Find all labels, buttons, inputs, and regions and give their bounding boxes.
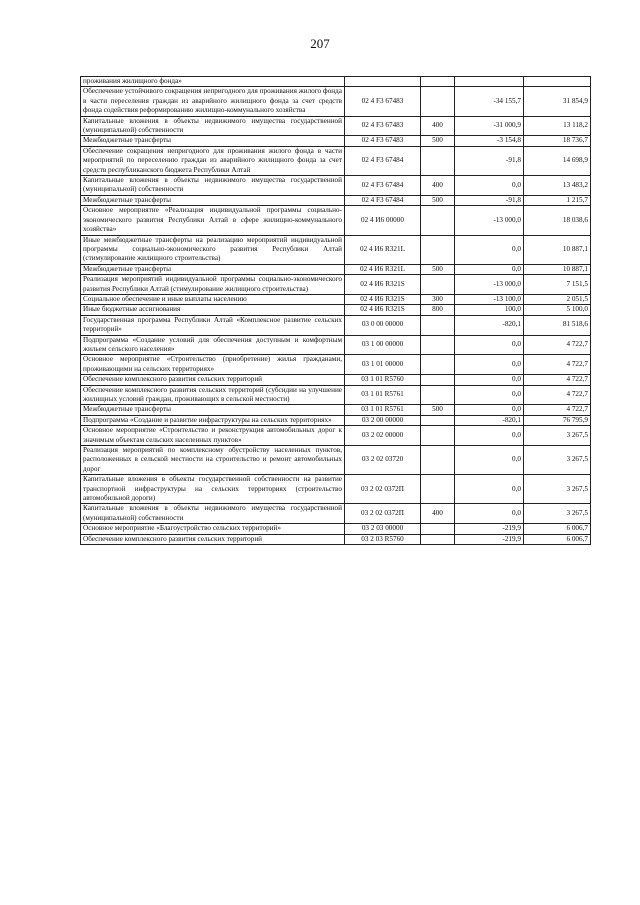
table-row xyxy=(81,385,591,405)
row-total-amount: 4 722,7 xyxy=(524,385,591,405)
table-row xyxy=(81,305,591,315)
row-change-amount: 0,0 xyxy=(455,385,524,405)
table-row xyxy=(81,415,591,425)
row-expense-type xyxy=(421,524,455,534)
table-row xyxy=(81,264,591,274)
row-expense-type xyxy=(421,375,455,385)
row-name: Капитальные вложения в объекты недвижимого имущества государственной (муниципальной) собственности xyxy=(81,176,345,196)
table-row xyxy=(81,77,591,87)
row-code: 02 4 F3 67484 xyxy=(345,195,421,205)
row-code: 03 2 03 R5760 xyxy=(345,534,421,544)
row-expense-type xyxy=(421,275,455,295)
table-row xyxy=(81,136,591,146)
row-change-amount: -13 000,0 xyxy=(455,206,524,235)
row-change-amount: -91,8 xyxy=(455,195,524,205)
row-code: 03 2 03 00000 xyxy=(345,524,421,534)
row-expense-type: 500 xyxy=(421,195,455,205)
row-change-amount: -91,8 xyxy=(455,146,524,175)
row-total-amount: 81 518,6 xyxy=(524,315,591,335)
row-code: 03 2 02 00000 xyxy=(345,426,421,446)
row-expense-type xyxy=(421,146,455,175)
table-row xyxy=(81,446,591,475)
row-expense-type xyxy=(421,335,455,355)
row-expense-type xyxy=(421,315,455,335)
row-name: Подпрограмма «Создание условий для обеспечения доступным и комфортным жильем сельского населения» xyxy=(81,335,345,355)
row-expense-type xyxy=(421,446,455,475)
table-row xyxy=(81,355,591,375)
row-name: Обеспечение комплексного развития сельских территорий xyxy=(81,534,345,544)
row-total-amount: 2 051,5 xyxy=(524,294,591,304)
row-total-amount: 13 483,2 xyxy=(524,176,591,196)
row-expense-type xyxy=(421,475,455,504)
row-name: Межбюджетные трансферты xyxy=(81,195,345,205)
row-expense-type xyxy=(421,77,455,87)
row-expense-type xyxy=(421,206,455,235)
row-name: Капитальные вложения в объекты государственной собственности на развитие транспортной инфраструктуры на сельских территориях (строительство автомобильной дороги) xyxy=(81,475,345,504)
row-name: Межбюджетные трансферты xyxy=(81,136,345,146)
row-expense-type: 500 xyxy=(421,136,455,146)
row-change-amount: 0,0 xyxy=(455,405,524,415)
row-total-amount: 10 887,1 xyxy=(524,264,591,274)
table-row xyxy=(81,524,591,534)
row-total-amount: 3 267,5 xyxy=(524,475,591,504)
table-row xyxy=(81,335,591,355)
row-change-amount: -13 100,0 xyxy=(455,294,524,304)
row-expense-type: 800 xyxy=(421,305,455,315)
row-total-amount xyxy=(524,77,591,87)
row-name: Социальное обеспечение и иные выплаты населению xyxy=(81,294,345,304)
table-row xyxy=(81,176,591,196)
row-expense-type: 500 xyxy=(421,264,455,274)
row-code: 02 4 F3 67484 xyxy=(345,176,421,196)
row-name: Обеспечение комплексного развития сельских территорий xyxy=(81,375,345,385)
page-number: 207 xyxy=(310,36,330,51)
row-change-amount: 0,0 xyxy=(455,504,524,524)
row-total-amount: 4 722,7 xyxy=(524,335,591,355)
row-change-amount: -31 000,9 xyxy=(455,116,524,136)
row-name: Обеспечение устойчивого сокращения непригодного для проживания жилого фонда в части переселения граждан из аварийного жилищного фонда за счет средств фонда содействия реформированию жилищно-коммунального хозяйства xyxy=(81,87,345,116)
row-change-amount: 0,0 xyxy=(455,335,524,355)
row-expense-type xyxy=(421,534,455,544)
row-change-amount: 0,0 xyxy=(455,446,524,475)
row-expense-type: 400 xyxy=(421,176,455,196)
row-change-amount: 100,0 xyxy=(455,305,524,315)
row-name: Подпрограмма «Создание и развитие инфраструктуры на сельских территориях» xyxy=(81,415,345,425)
row-expense-type xyxy=(421,385,455,405)
row-name: Реализация мероприятий индивидуальной программы социально-экономического развития Республики Алтай (стимулирование жилищного строительства) xyxy=(81,275,345,295)
table-row xyxy=(81,426,591,446)
row-name: Межбюджетные трансферты xyxy=(81,405,345,415)
row-change-amount xyxy=(455,77,524,87)
row-code: 03 1 01 R5760 xyxy=(345,375,421,385)
table-row xyxy=(81,195,591,205)
table-row xyxy=(81,87,591,116)
row-total-amount: 6 006,7 xyxy=(524,524,591,534)
table-row xyxy=(81,375,591,385)
budget-table-body xyxy=(81,77,591,545)
table-row xyxy=(81,294,591,304)
row-total-amount: 14 698,9 xyxy=(524,146,591,175)
row-code: 02 4 F3 67483 xyxy=(345,136,421,146)
table-row xyxy=(81,475,591,504)
row-code: 03 2 02 0372П xyxy=(345,504,421,524)
row-code: 02 4 И6 R321S xyxy=(345,275,421,295)
row-total-amount: 5 100,0 xyxy=(524,305,591,315)
row-expense-type xyxy=(421,426,455,446)
table-row xyxy=(81,534,591,544)
row-name: Иные межбюджетные трансферты на реализацию мероприятий индивидуальной программы социально-экономического развития Республики Алтай (стимулирование жилищного строительства) xyxy=(81,235,345,264)
row-code: 02 4 И6 00000 xyxy=(345,206,421,235)
row-change-amount: 0,0 xyxy=(455,375,524,385)
row-name: Капитальные вложения в объекты недвижимого имущества государственной (муниципальной) собственности xyxy=(81,504,345,524)
table-row xyxy=(81,275,591,295)
row-name: Государственная программа Республики Алтай «Комплексное развитие сельских территорий» xyxy=(81,315,345,335)
row-code: 03 1 01 R5761 xyxy=(345,385,421,405)
row-expense-type: 500 xyxy=(421,405,455,415)
row-expense-type: 400 xyxy=(421,116,455,136)
row-name: проживания жилищного фонда» xyxy=(81,77,345,87)
table-row xyxy=(81,146,591,175)
row-code: 03 2 00 00000 xyxy=(345,415,421,425)
row-change-amount: -3 154,8 xyxy=(455,136,524,146)
row-name: Обеспечение сокращения непригодного для проживания жилого фонда в части мероприятий по переселению граждан из аварийного жилищного фонда за счет средств республиканского бюджета Республики Алтай xyxy=(81,146,345,175)
row-code: 02 4 И6 R321S xyxy=(345,305,421,315)
row-change-amount: -820,1 xyxy=(455,415,524,425)
row-name: Капитальные вложения в объекты недвижимого имущества государственной (муниципальной) собственности xyxy=(81,116,345,136)
row-total-amount: 4 722,7 xyxy=(524,405,591,415)
row-total-amount: 4 722,7 xyxy=(524,355,591,375)
row-change-amount: 0,0 xyxy=(455,475,524,504)
row-code: 02 4 F3 67483 xyxy=(345,87,421,116)
table-row xyxy=(81,206,591,235)
row-code: 02 4 И6 R321L xyxy=(345,235,421,264)
row-total-amount: 31 854,9 xyxy=(524,87,591,116)
table-row xyxy=(81,504,591,524)
row-change-amount: 0,0 xyxy=(455,176,524,196)
row-expense-type xyxy=(421,87,455,116)
row-name: Основное мероприятие «Благоустройство сельских территорий» xyxy=(81,524,345,534)
table-row xyxy=(81,116,591,136)
row-total-amount: 76 795,9 xyxy=(524,415,591,425)
row-change-amount: 0,0 xyxy=(455,264,524,274)
row-expense-type xyxy=(421,355,455,375)
row-change-amount: 0,0 xyxy=(455,426,524,446)
row-expense-type: 300 xyxy=(421,294,455,304)
row-total-amount: 7 151,5 xyxy=(524,275,591,295)
row-change-amount: -820,1 xyxy=(455,315,524,335)
row-code: 03 1 00 00000 xyxy=(345,335,421,355)
table-row xyxy=(81,235,591,264)
row-total-amount: 13 118,2 xyxy=(524,116,591,136)
row-name: Основное мероприятие «Строительство (приобретение) жилья гражданами, проживающими на сельских территориях» xyxy=(81,355,345,375)
row-total-amount: 18 736,7 xyxy=(524,136,591,146)
row-name: Иные бюджетные ассигнования xyxy=(81,305,345,315)
row-change-amount: -219,9 xyxy=(455,524,524,534)
row-total-amount: 3 267,5 xyxy=(524,426,591,446)
row-code: 02 4 F3 67484 xyxy=(345,146,421,175)
row-code: 03 2 02 0372П xyxy=(345,475,421,504)
budget-table xyxy=(80,76,591,545)
row-code xyxy=(345,77,421,87)
row-name: Обеспечение комплексного развития сельских территорий (субсидии на улучшение жилищных условий граждан, проживающих в сельской местности) xyxy=(81,385,345,405)
row-total-amount: 3 267,5 xyxy=(524,504,591,524)
row-expense-type: 400 xyxy=(421,504,455,524)
row-change-amount: -13 000,0 xyxy=(455,275,524,295)
row-total-amount: 4 722,7 xyxy=(524,375,591,385)
row-expense-type xyxy=(421,235,455,264)
row-change-amount: 0,0 xyxy=(455,355,524,375)
row-name: Межбюджетные трансферты xyxy=(81,264,345,274)
row-change-amount: -219,9 xyxy=(455,534,524,544)
row-name: Реализация мероприятий по комплексному обустройству населенных пунктов, расположенных в сельской местности на строительство и ремонт автомобильных дорог xyxy=(81,446,345,475)
row-total-amount: 1 215,7 xyxy=(524,195,591,205)
row-code: 03 2 02 03720 xyxy=(345,446,421,475)
table-row xyxy=(81,315,591,335)
row-change-amount: -34 155,7 xyxy=(455,87,524,116)
row-name: Основное мероприятие «Реализация индивидуальной программы социально-экономического развития Республики Алтай в сфере жилищно-коммунального хозяйства» xyxy=(81,206,345,235)
row-name: Основное мероприятие «Строительство и реконструкция автомобильных дорог к значимым объектам сельских населенных пунктов» xyxy=(81,426,345,446)
row-code: 03 0 00 00000 xyxy=(345,315,421,335)
row-total-amount: 6 006,7 xyxy=(524,534,591,544)
row-code: 03 1 01 R5761 xyxy=(345,405,421,415)
row-code: 02 4 И6 R321S xyxy=(345,294,421,304)
row-total-amount: 10 887,1 xyxy=(524,235,591,264)
row-code: 02 4 F3 67483 xyxy=(345,116,421,136)
row-change-amount: 0,0 xyxy=(455,235,524,264)
row-total-amount: 3 267,5 xyxy=(524,446,591,475)
row-code: 02 4 И6 R321L xyxy=(345,264,421,274)
row-total-amount: 18 038,6 xyxy=(524,206,591,235)
row-expense-type xyxy=(421,415,455,425)
row-code: 03 1 01 00000 xyxy=(345,355,421,375)
table-row xyxy=(81,405,591,415)
